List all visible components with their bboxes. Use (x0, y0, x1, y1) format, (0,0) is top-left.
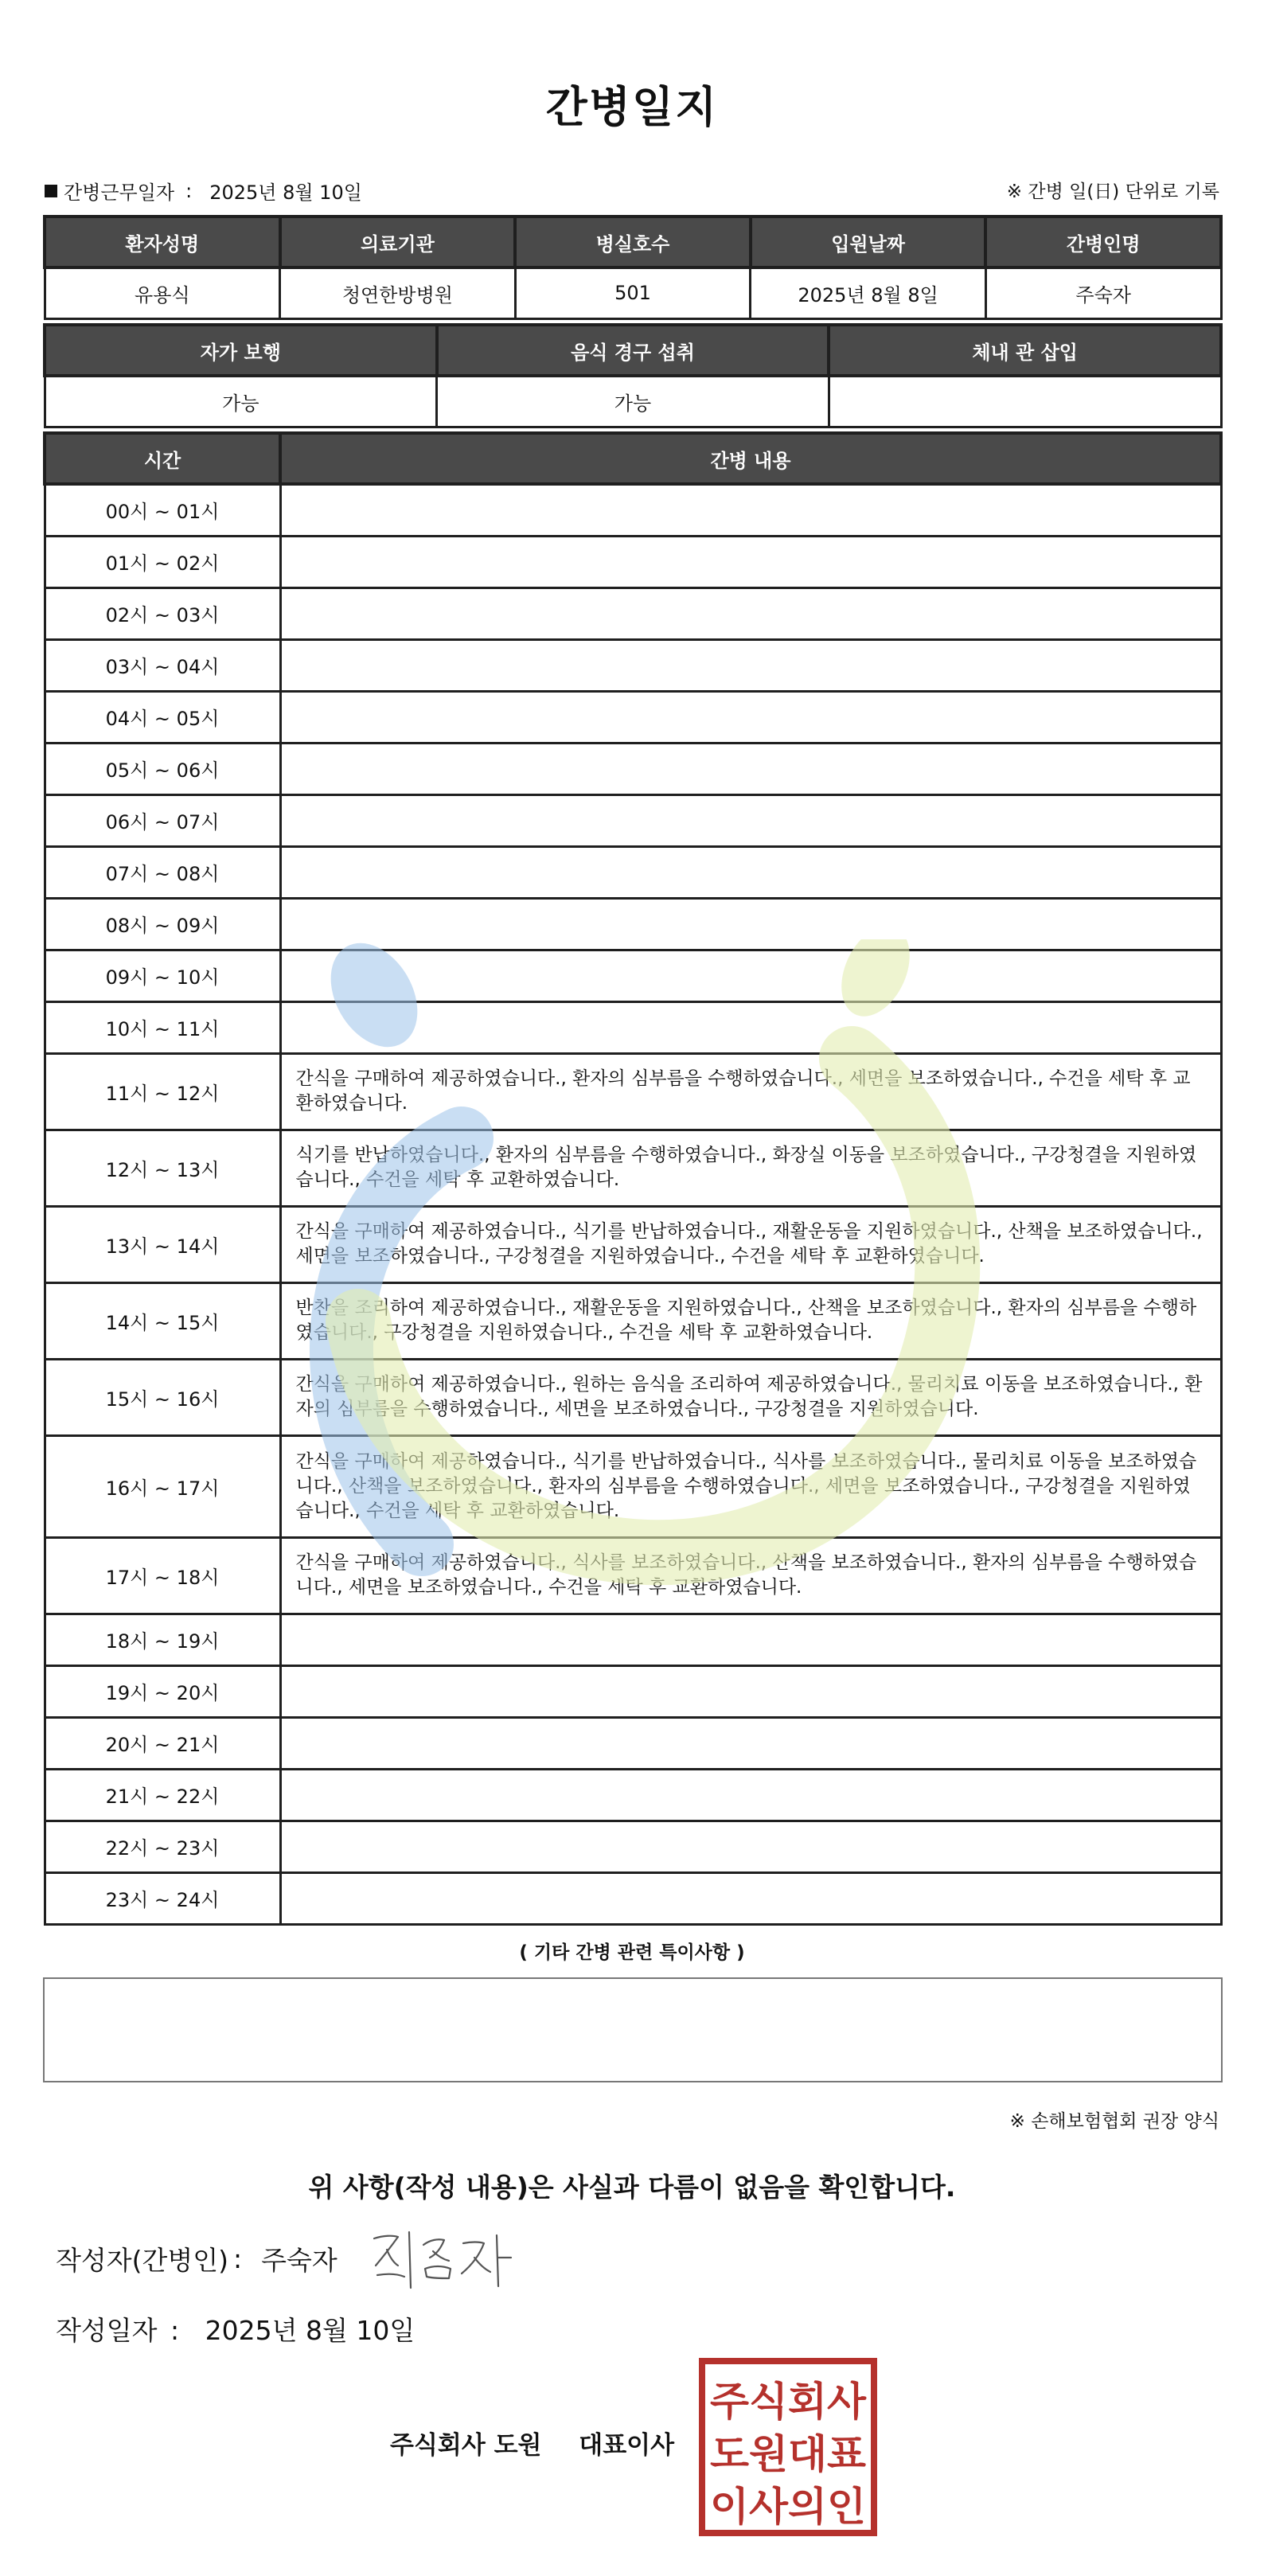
care-log-time: 01시 ~ 02시 (45, 536, 280, 587)
writer-name: 주숙자 (261, 2245, 337, 2276)
care-log-time: 16시 ~ 17시 (45, 1435, 280, 1537)
company-seal-stamp (697, 2356, 879, 2538)
patient-info-header-row (45, 217, 1221, 267)
care-log-time: 12시 ~ 13시 (45, 1130, 280, 1206)
patient-status-table (43, 323, 1223, 428)
daily-record-note: ※ 간병 일(日) 단위로 기록 (1006, 181, 1219, 202)
care-log-row (45, 536, 1221, 587)
care-log-content (280, 1821, 1221, 1872)
care-log-time: 08시 ~ 09시 (45, 898, 280, 950)
care-log-content (280, 743, 1221, 794)
header-oral-intake: 음식 경구 섭취 (437, 325, 829, 376)
care-log-content (280, 536, 1221, 587)
writer-line (56, 2240, 337, 2277)
work-date-colon: : (185, 179, 193, 202)
care-log-time: 19시 ~ 20시 (45, 1665, 280, 1717)
care-log-time: 13시 ~ 14시 (45, 1206, 280, 1282)
handwritten-signature (366, 2221, 517, 2293)
patient-name-value: 유용식 (45, 267, 280, 318)
care-log-row (45, 1537, 1221, 1614)
care-log-row (45, 1665, 1221, 1717)
care-log-content (280, 846, 1221, 898)
care-log-time: 06시 ~ 07시 (45, 794, 280, 846)
care-log-time: 15시 ~ 16시 (45, 1359, 280, 1435)
care-log-row (45, 1821, 1221, 1872)
work-date-label: 간병근무일자 (64, 181, 175, 204)
care-log-time: 20시 ~ 21시 (45, 1717, 280, 1769)
care-log-row (45, 1206, 1221, 1282)
care-log-content (280, 950, 1221, 1001)
remarks-title: ( 기타 간병 관련 특이사항 ) (519, 1942, 745, 1963)
care-log-row (45, 898, 1221, 950)
care-log-content (280, 898, 1221, 950)
care-log-content (280, 691, 1221, 743)
recommendation-note: ※ 손해보험협회 권장 양식 (1009, 2111, 1219, 2132)
care-log-time: 17시 ~ 18시 (45, 1537, 280, 1614)
hospital-value: 청연한방병원 (280, 267, 516, 318)
care-log-row (45, 794, 1221, 846)
care-log-time: 14시 ~ 15시 (45, 1282, 280, 1359)
care-log-row (45, 1717, 1221, 1769)
care-log-content: 간식을 구매하여 제공하였습니다., 식기를 반납하였습니다., 식사를 보조하였습니다., 물리치료 이동을 보조하였습니다., 산책을 보조하였습니다., 환자의 심부름을 수행하였습니다., 세면을 보조하였습니다., 구강청결을 지원하였습니다., 수건을 세탁 후 교환하였습니다. (280, 1435, 1221, 1537)
care-log-row (45, 743, 1221, 794)
care-log-time: 07시 ~ 08시 (45, 846, 280, 898)
header-room-number: 병실호수 (515, 217, 751, 267)
company-line (390, 2425, 674, 2461)
written-date-line (56, 2310, 415, 2348)
care-log-content: 간식을 구매하여 제공하였습니다., 식사를 보조하였습니다., 산책을 보조하였습니다., 환자의 심부름을 수행하였습니다., 세면을 보조하였습니다., 수건을 세탁 후 교환하였습니다. (280, 1537, 1221, 1614)
care-log-time: 02시 ~ 03시 (45, 587, 280, 639)
care-log-content: 간식을 구매하여 제공하였습니다., 환자의 심부름을 수행하였습니다., 세면을 보조하였습니다., 수건을 세탁 후 교환하였습니다. (280, 1053, 1221, 1130)
care-log-content: 간식을 구매하여 제공하였습니다., 원하는 음식을 조리하여 제공하였습니다., 물리치료 이동을 보조하였습니다., 환자의 심부름을 수행하였습니다., 세면을 보조하였습니다., 구강청결을 지원하였습니다. (280, 1359, 1221, 1435)
header-caregiver-name: 간병인명 (985, 217, 1221, 267)
work-date-line (45, 177, 362, 205)
square-bullet-icon (45, 185, 57, 197)
written-date-colon: : (170, 2315, 180, 2346)
care-log-row (45, 1872, 1221, 1924)
self-walking-value: 가능 (45, 376, 437, 427)
header-time: 시간 (45, 433, 280, 484)
written-date-label: 작성일자 (56, 2315, 158, 2346)
care-log-content: 식기를 반납하였습니다., 환자의 심부름을 수행하였습니다., 화장실 이동을 보조하였습니다., 구강청결을 지원하였습니다., 수건을 세탁 후 교환하였습니다. (280, 1130, 1221, 1206)
care-log-row (45, 1359, 1221, 1435)
header-patient-name: 환자성명 (45, 217, 280, 267)
seal-line-3: 이사의인 (710, 2484, 866, 2530)
care-log-content (280, 587, 1221, 639)
care-log-header-row (45, 433, 1221, 484)
care-log-table (43, 431, 1223, 1926)
header-self-walking: 자가 보행 (45, 325, 437, 376)
care-log-row (45, 950, 1221, 1001)
care-log-row (45, 1001, 1221, 1053)
patient-status-value-row (45, 376, 1221, 427)
care-log-content (280, 484, 1221, 536)
writer-label: 작성자(간병인) (56, 2245, 229, 2276)
care-log-row (45, 691, 1221, 743)
care-log-time: 10시 ~ 11시 (45, 1001, 280, 1053)
work-date-value: 2025년 8월 10일 (209, 181, 362, 204)
care-log-time: 22시 ~ 23시 (45, 1821, 280, 1872)
care-log-row (45, 639, 1221, 691)
care-log-content (280, 1665, 1221, 1717)
company-name: 주식회사 도원 (390, 2431, 542, 2460)
care-log-content: 반찬을 조리하여 제공하였습니다., 재활운동을 지원하였습니다., 산책을 보조하였습니다., 환자의 심부름을 수행하였습니다., 구강청결을 지원하였습니다., 수건을 세탁 후 교환하였습니다. (280, 1282, 1221, 1359)
company-representative-title: 대표이사 (579, 2431, 675, 2460)
care-log-time: 09시 ~ 10시 (45, 950, 280, 1001)
care-log-time: 23시 ~ 24시 (45, 1872, 280, 1924)
document-title: 간병일지 (545, 82, 719, 132)
care-log-row (45, 1053, 1221, 1130)
patient-status-header-row (45, 325, 1221, 376)
admission-date-value: 2025년 8월 8일 (751, 267, 986, 318)
care-log-content (280, 1717, 1221, 1769)
care-log-row (45, 1282, 1221, 1359)
header-care-content: 간병 내용 (280, 433, 1221, 484)
care-log-row (45, 587, 1221, 639)
care-log-time: 11시 ~ 12시 (45, 1053, 280, 1130)
care-log-content (280, 639, 1221, 691)
header-tube-insertion: 체내 관 삽입 (829, 325, 1221, 376)
care-log-row (45, 484, 1221, 536)
care-log-time: 05시 ~ 06시 (45, 743, 280, 794)
care-log-row (45, 1435, 1221, 1537)
seal-line-2: 도원대표 (710, 2431, 867, 2477)
care-log-time: 03시 ~ 04시 (45, 639, 280, 691)
care-log-content (280, 1769, 1221, 1821)
written-date-value: 2025년 8월 10일 (205, 2315, 415, 2346)
header-hospital: 의료기관 (280, 217, 516, 267)
care-log-content (280, 1872, 1221, 1924)
caregiver-name-value: 주숙자 (985, 267, 1221, 318)
seal-line-1: 주식회사 (710, 2379, 867, 2425)
care-log-time: 04시 ~ 05시 (45, 691, 280, 743)
care-log-content (280, 1614, 1221, 1665)
header-admission-date: 입원날짜 (751, 217, 986, 267)
care-log-time: 21시 ~ 22시 (45, 1769, 280, 1821)
tube-insertion-value (829, 376, 1221, 427)
care-log-row (45, 1130, 1221, 1206)
remarks-box (43, 1977, 1223, 2082)
care-log-content (280, 794, 1221, 846)
care-log-row (45, 1614, 1221, 1665)
writer-colon: : (233, 2243, 243, 2274)
confirmation-statement: 위 사항(작성 내용)은 사실과 다름이 없음을 확인합니다. (308, 2172, 956, 2203)
care-log-time: 00시 ~ 01시 (45, 484, 280, 536)
care-log-row (45, 1769, 1221, 1821)
care-log-time: 18시 ~ 19시 (45, 1614, 280, 1665)
care-log-content: 간식을 구매하여 제공하였습니다., 식기를 반납하였습니다., 재활운동을 지원하였습니다., 산책을 보조하였습니다., 세면을 보조하였습니다., 구강청결을 지원하였습니다., 수건을 세탁 후 교환하였습니다. (280, 1206, 1221, 1282)
room-number-value: 501 (515, 267, 751, 318)
care-log-content (280, 1001, 1221, 1053)
patient-info-table (43, 215, 1223, 320)
oral-intake-value: 가능 (437, 376, 829, 427)
patient-info-value-row (45, 267, 1221, 318)
care-log-row (45, 846, 1221, 898)
